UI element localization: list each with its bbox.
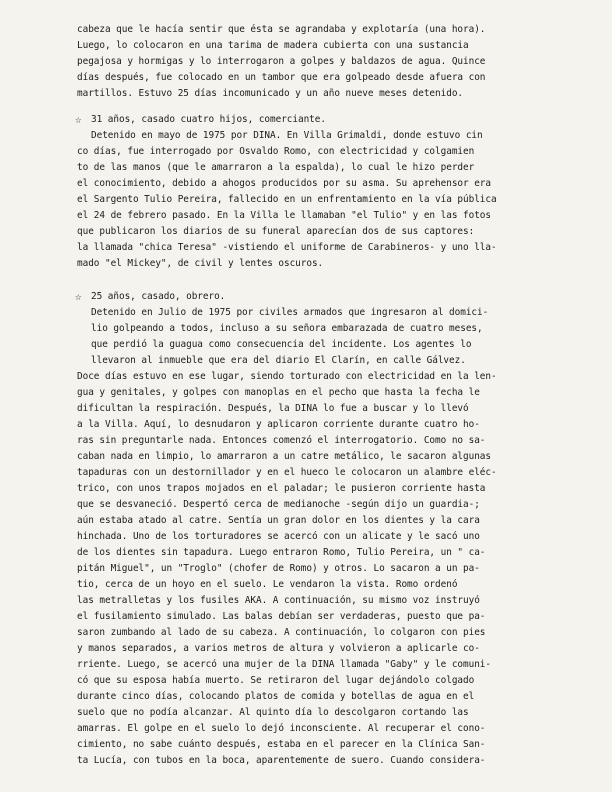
text-line: trico, con unos trapos mojados en el paladar; le pusieron corriente hasta [77, 483, 486, 494]
text-line: Luego, lo colocaron en una tarima de madera cubierta con una sustancia [77, 40, 469, 51]
text-line: el 24 de febrero pasado. En la Villa le llamaban "el Tulio" y en las fotos [77, 210, 491, 221]
star-bullet-icon: ☆ [75, 113, 82, 126]
text-line: pegajosa y hormigas y lo interrogaron a golpes y baldazos de agua. Quince [77, 56, 486, 67]
text-line: pitán Miguel", un "Troglo" (chofer de Romo) y otros. Lo sacaron a un pa- [77, 563, 480, 574]
text-line: co días, fue interrogado por Osvaldo Romo, con electricidad y colgamien [77, 146, 475, 157]
text-line: saron zumbando al lado de su cabeza. A continuación, lo colgaron con pies [77, 627, 486, 638]
text-line: hinchada. Uno de los torturadores se acercó con un alicate y le sacó uno [77, 531, 480, 542]
text-line: rriente. Luego, se acercó una mujer de la DINA llamada "Gaby" y le comuni- [77, 659, 491, 670]
text-line: a la Villa. Aquí, lo desnudaron y aplicaron corriente durante cuatro ho- [77, 419, 480, 430]
case-header: 31 años, casado cuatro hijos, comerciante. [91, 114, 326, 125]
text-line: Detenido en mayo de 1975 por DINA. En Villa Grimaldi, donde estuvo cin [91, 130, 483, 141]
text-line: ras sin preguntarle nada. Entonces comenzó el interrogatorio. Como no sa- [77, 435, 486, 446]
text-line: el conocimiento, debido a ahogos producidos por su asma. Su aprehensor era [77, 178, 491, 189]
text-line: cimiento, no sabe cuánto después, estaba en el parecer en la Clínica San- [77, 739, 486, 750]
case-header: 25 años, casado, obrero. [91, 291, 226, 302]
text-line: cabeza que le hacía sentir que ésta se agrandaba y explotaría (una hora). [77, 24, 486, 35]
text-line: suelo que no podía alcanzar. Al quinto día lo descolgaron cortando las [77, 707, 469, 718]
text-line: Doce días estuvo en ese lugar, siendo torturado con electricidad en la len- [77, 371, 497, 382]
star-bullet-icon: ☆ [75, 290, 82, 303]
text-line: durante cinco días, colocando platos de comida y botellas de agua en el [77, 691, 475, 702]
text-line: dificultan la respiración. Después, la DINA lo fue a buscar y lo llevó [77, 403, 469, 414]
text-line: lio golpeando a todos, incluso a su señora embarazada de cuatro meses, [91, 323, 483, 334]
text-line: que publicaron los diarios de su funeral aparecían dos de sus captores: [77, 226, 475, 237]
text-line: el fusilamiento simulado. Las balas debían ser verdaderas, puesto que pa- [77, 611, 486, 622]
text-line: amarras. El golpe en el suelo lo dejó inconsciente. Al recuperar el cono- [77, 723, 486, 734]
text-line: gua y genitales, y golpes con manoplas en el pecho que hasta la fecha le [77, 387, 480, 398]
text-line: mado "el Mickey", de civil y lentes oscuros. [77, 258, 324, 269]
text-line: el Sargento Tulio Pereira, fallecido en un enfrentamiento en la vía pública [77, 194, 497, 205]
text-line: las metralletas y los fusiles AKA. A continuación, su mismo voz instruyó [77, 595, 480, 606]
text-line: que se desvaneció. Despertó cerca de medianoche -según dijo un guardia-; [77, 499, 480, 510]
text-line: la llamada "chica Teresa" -vistiendo el uniforme de Carabineros- y uno lla- [77, 242, 497, 253]
text-line: có que su esposa había muerto. Se retiraron del lugar dejándolo colgado [77, 675, 475, 686]
text-line: días después, fue colocado en un tambor que era golpeado desde afuera con [77, 72, 486, 83]
text-line: ta Lucía, con tubos en la boca, aparentemente de suero. Cuando considera- [77, 755, 486, 766]
text-line: de los dientes sin tapadura. Luego entraron Romo, Tulio Pereira, un " ca- [77, 547, 486, 558]
text-line: llevaron al inmueble que era del diario El Clarín, en calle Gálvez. [91, 355, 466, 366]
text-line: tio, cerca de un hoyo en el suelo. Le vendaron la vista. Romo ordenó [77, 579, 458, 590]
text-line: y manos separados, a varios metros de altura y volvieron a aplicarle co- [77, 643, 480, 654]
text-line: to de las manos (que le amarraron a la espalda), lo cual le hizo perder [77, 162, 475, 173]
text-line: que perdió la guagua como consecuencia del incidente. Los agentes lo [91, 339, 472, 350]
text-line: martillos. Estuvo 25 días incomunicado y un año nueve meses detenido. [77, 88, 464, 99]
text-line: tapaduras con un destornillador y en el hueco le colocaron un alambre eléc- [77, 467, 497, 478]
text-line: aún estaba atado al catre. Sentía un gran dolor en los dientes y la cara [77, 515, 480, 526]
text-line: Detenido en Julio de 1975 por civiles armados que ingresaron al domici- [91, 307, 489, 318]
text-line: caban nada en limpio, lo amarraron a un catre metálico, le sacaron algunas [77, 451, 491, 462]
